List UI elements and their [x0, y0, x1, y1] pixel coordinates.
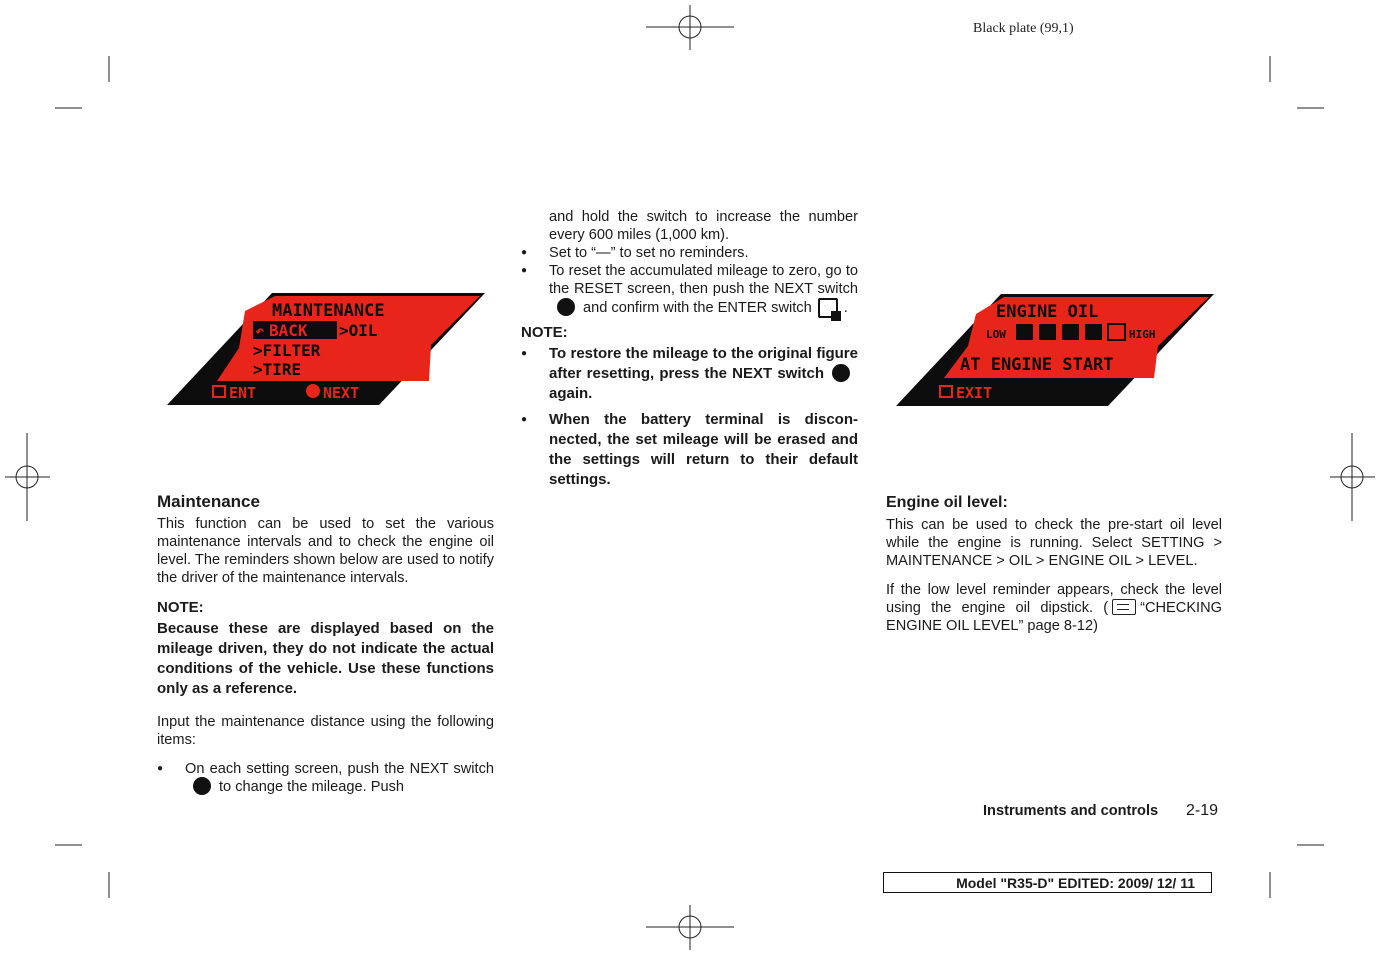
- back-icon: ↶: [255, 322, 265, 340]
- oil-level-segment: [1039, 324, 1056, 340]
- note-label: NOTE:: [521, 324, 568, 341]
- right-column: [886, 494, 1222, 635]
- maintenance-heading: Maintenance: [157, 492, 260, 511]
- continued-text: and hold the switch to increase the number every 600 miles (1,000 km).: [549, 209, 858, 243]
- plate-label: Black plate (99,1): [973, 21, 1074, 36]
- next-switch-icon: [193, 777, 211, 795]
- left-column: [157, 493, 494, 796]
- engine-oil-display: [896, 294, 1214, 406]
- note-label: NOTE:: [157, 599, 204, 616]
- model-edit-box: Model "R35-D" EDITED: 2009/ 12/ 11: [883, 872, 1212, 893]
- display-title: ENGINE OIL: [996, 302, 1099, 322]
- high-label: HIGH: [1129, 328, 1156, 341]
- menu-item-oil: >OIL: [339, 321, 378, 340]
- page-number: 2-19: [1186, 802, 1219, 819]
- next-switch-icon: [832, 364, 850, 382]
- low-label: LOW: [986, 328, 1006, 341]
- middle-column: [521, 208, 858, 490]
- oil-level-segment: [1085, 324, 1102, 340]
- engine-oil-heading: Engine oil level:: [886, 494, 1008, 511]
- display-title: MAINTENANCE: [272, 301, 385, 321]
- note-battery: ● When the battery terminal is discon-nected, the set mileage will be erased and the settings will return to their default settings.: [521, 410, 858, 490]
- menu-item-tire: >TIRE: [253, 360, 302, 379]
- next-switch-icon: [557, 298, 575, 316]
- section-title: Instruments and controls: [983, 803, 1159, 819]
- maintenance-intro: This function can be used to set the various maintenance intervals and to check the engine oil level. The reminders shown below are used to notify the driver of the maintenance intervals.: [157, 516, 494, 586]
- oil-level-segment: [1062, 324, 1079, 340]
- bullet-no-reminder: ● Set to “—” to set no reminders.: [521, 244, 858, 262]
- maintenance-display: [167, 293, 485, 405]
- engine-oil-p2: If the low level reminder appears, check the level using the engine oil dipstick. ( “CHECKING ENGINE OIL LEVEL” page 8-12): [886, 582, 1222, 634]
- ent-label: ENT: [229, 384, 257, 402]
- oil-level-segment: [1016, 324, 1033, 340]
- page-reference-icon: [1112, 599, 1136, 615]
- menu-item-filter: >FILTER: [253, 341, 321, 360]
- input-text: Input the maintenance distance using the following items:: [157, 714, 494, 748]
- enter-switch-icon: [818, 298, 838, 318]
- bullet-reset: ● To reset the accumulated mileage to zero, go to the RESET screen, then push the NEXT switchand confirm with the ENTER switch .: [521, 262, 858, 318]
- bullet-next-switch: ● On each setting screen, push the NEXT switchto change the mileage. Push: [157, 760, 494, 796]
- note-text: Because these are displayed based on the mileage driven, they do not indicate the actual conditions of the vehicle. Use these functions only as a reference.: [157, 620, 494, 697]
- oil-level-bar: [1016, 324, 1125, 340]
- next-icon: [306, 384, 320, 398]
- engine-oil-p1: This can be used to check the pre-start oil level while the engine is running. Select SETTING > MAINTENANCE > OIL > ENGINE OIL > LEVEL.: [886, 517, 1222, 569]
- back-label: BACK: [269, 321, 308, 340]
- note-restore: ● To restore the mileage to the original figure after resetting, press the NEXT switchagain.: [521, 344, 858, 404]
- display-status: AT ENGINE START: [960, 355, 1114, 375]
- exit-label: EXIT: [956, 384, 993, 402]
- next-label: NEXT: [323, 384, 360, 402]
